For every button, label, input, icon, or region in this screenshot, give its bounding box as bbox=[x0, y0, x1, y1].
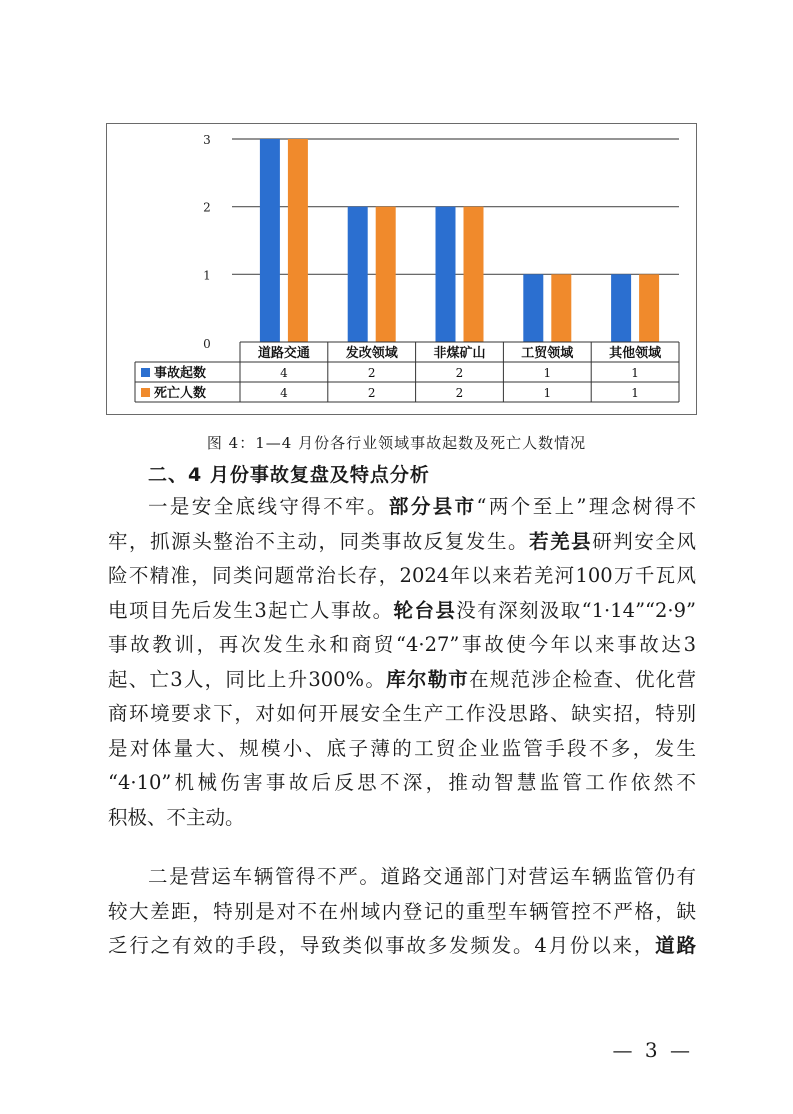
page-number: — 3 — bbox=[612, 1038, 693, 1062]
bar-death-count bbox=[376, 207, 396, 342]
legend-label: 事故起数 bbox=[154, 366, 207, 381]
data-value-label: 2 bbox=[367, 366, 376, 380]
bar-death-count bbox=[639, 274, 659, 342]
text-line: 商环境要求下，对如何开展安全生产工作没思路、缺实招，特别 bbox=[108, 702, 696, 725]
text-run: 研判安全风 bbox=[592, 529, 696, 553]
data-value-label: 1 bbox=[543, 366, 552, 380]
x-category-label: 非煤矿山 bbox=[433, 346, 486, 361]
bar-death-count bbox=[464, 207, 484, 342]
legend-swatch bbox=[141, 388, 150, 397]
bar-accident-count bbox=[611, 274, 631, 342]
figure-caption: 图 4：1—4 月份各行业领域事故起数及死亡人数情况 bbox=[206, 434, 587, 452]
text-line bbox=[108, 490, 696, 525]
data-value-label: 4 bbox=[280, 386, 288, 400]
text-run: 在规范涉企检查、优化营 bbox=[469, 667, 696, 691]
text-line bbox=[108, 929, 696, 964]
text-line: 积极、不主动。 bbox=[108, 805, 245, 829]
text-run: 电项目先后发生3起亡人事故。 bbox=[108, 598, 394, 622]
text-run: 没有深刻汲取“1·14”“2·9” bbox=[456, 598, 696, 622]
legend-label: 死亡人数 bbox=[154, 386, 207, 401]
x-category-label: 其他领域 bbox=[609, 346, 662, 361]
text-line bbox=[108, 663, 696, 698]
data-value-label: 1 bbox=[543, 386, 552, 400]
text-line bbox=[108, 525, 696, 560]
data-value-label: 2 bbox=[455, 366, 464, 380]
bar-accident-count bbox=[436, 207, 456, 342]
text-run: 牢，抓源头整治不主动，同类事故反复发生。 bbox=[108, 529, 530, 553]
data-value-label: 4 bbox=[280, 366, 288, 380]
text-line: 事故教训，再次发生永和商贸“4·27”事故使今年以来事故达3 bbox=[108, 633, 696, 656]
text-line bbox=[108, 594, 696, 629]
bold-text: 库尔勒市 bbox=[386, 667, 470, 691]
text-line: 是对体量大、规模小、底子薄的工贸企业监管手段不多，发生 bbox=[108, 736, 696, 760]
y-tick-label: 3 bbox=[203, 133, 211, 147]
data-value-label: 1 bbox=[631, 386, 639, 400]
legend-swatch bbox=[141, 368, 150, 377]
data-value-label: 2 bbox=[367, 386, 376, 400]
text-run: “两个至上”理念树得不 bbox=[476, 495, 696, 518]
x-category-label: 工贸领域 bbox=[521, 346, 574, 361]
x-category-label: 道路交通 bbox=[257, 346, 310, 361]
data-value-label: 2 bbox=[455, 386, 464, 400]
bar-accident-count bbox=[348, 207, 368, 342]
bold-text: 道路 bbox=[655, 934, 696, 957]
paragraph-1 bbox=[108, 490, 696, 835]
section-heading: 二、4 月份事故复盘及特点分析 bbox=[148, 464, 430, 486]
bar-accident-count bbox=[260, 139, 280, 342]
bar-chart bbox=[106, 123, 697, 415]
bold-text: 轮台县 bbox=[393, 598, 457, 622]
text-line: 二是营运车辆管得不严。道路交通部门对营运车辆监管仍有 bbox=[148, 865, 696, 888]
data-value-label: 1 bbox=[631, 366, 639, 380]
paragraph-2 bbox=[108, 860, 696, 964]
bold-text: 部分县市 bbox=[388, 495, 477, 518]
chart-svg bbox=[107, 124, 698, 416]
text-run: 乏行之有效的手段，导致类似事故多发频发。4月份以来， bbox=[108, 934, 656, 957]
y-tick-label: 2 bbox=[203, 200, 211, 215]
text-run: 起、亡3人，同比上升300%。 bbox=[108, 667, 387, 691]
bar-accident-count bbox=[523, 274, 543, 342]
bold-text: 若羌县 bbox=[529, 529, 593, 553]
bar-death-count bbox=[551, 274, 571, 342]
y-tick-label: 0 bbox=[203, 337, 211, 351]
text-run: 一是安全底线守得不牢。 bbox=[148, 495, 389, 518]
text-line: “4·10”机械伤害事故后反思不深，推动智慧监管工作依然不 bbox=[108, 771, 696, 794]
x-category-label: 发改领域 bbox=[345, 346, 398, 361]
bar-death-count bbox=[288, 139, 308, 342]
text-line: 险不精准，同类问题常治长存，2024年以来若羌河100万千瓦风 bbox=[108, 564, 696, 587]
y-tick-label: 1 bbox=[203, 268, 211, 283]
text-line: 较大差距，特别是对不在州域内登记的重型车辆管控不严格，缺 bbox=[108, 899, 696, 923]
